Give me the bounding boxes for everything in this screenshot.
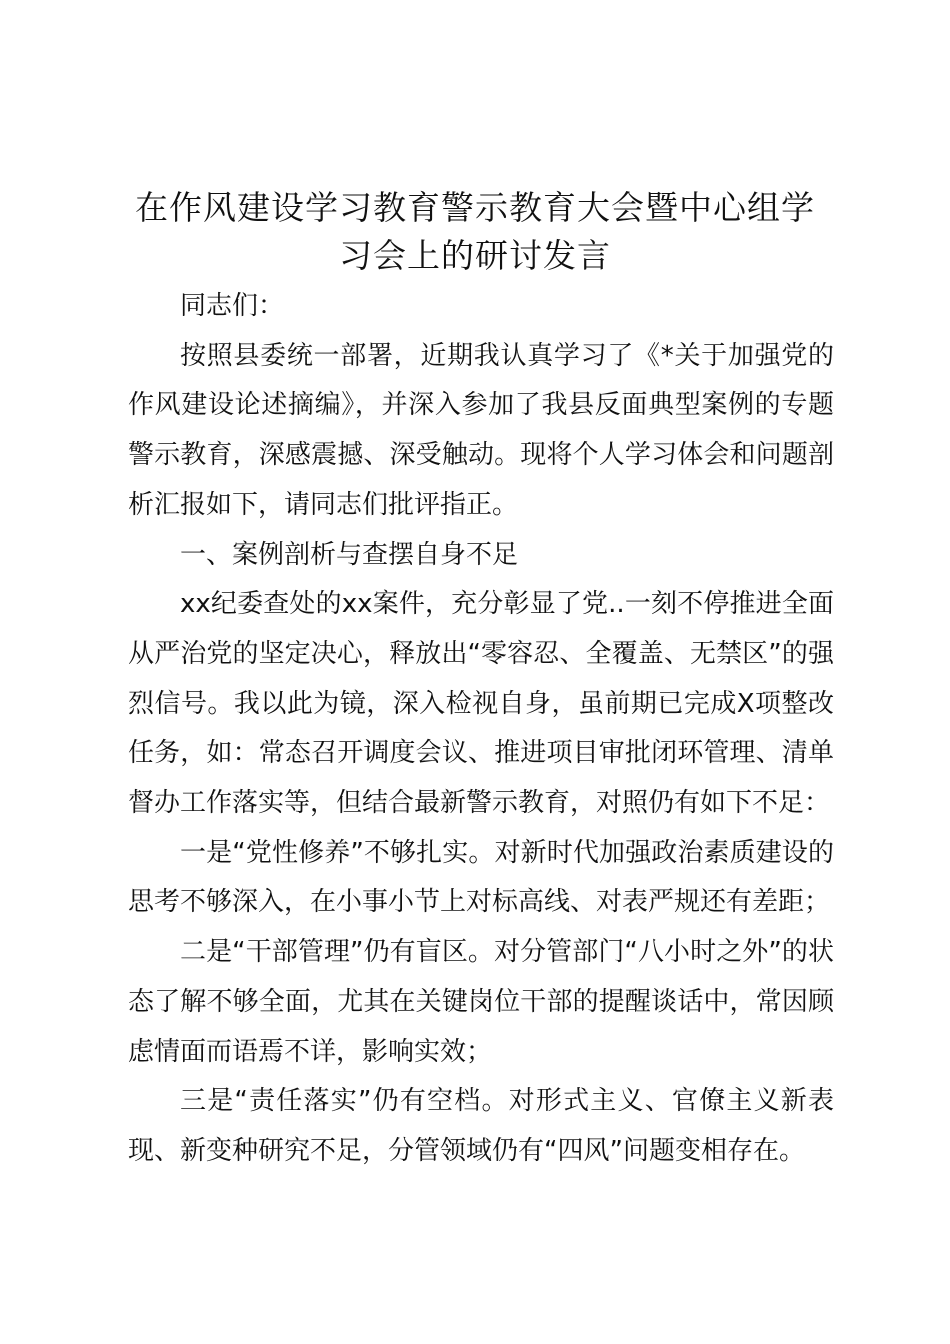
salutation: 同志们： xyxy=(180,291,285,321)
intro-paragraph: 按照县委统一部署，近期我认真学习了《*关于加强党的作风建设论述摘编》，并深入参加了我县反面典型案例的专题警示教育，深感震撼、深受触动。现将个人学习体会和问题剖析汇报如下，请同志们批评指正。 xyxy=(128,340,834,520)
shortcoming-item-1: 一是“党性修养”不够扎实。对新时代加强政治素质建设的思考不够深入，在小事小节上对标高线、对表严规还有差距； xyxy=(128,837,834,918)
shortcoming-item-3: 三是“责任落实”仍有空档。对形式主义、官僚主义新表现、新变种研究不足，分管领域仍有“四风”问题变相存在。 xyxy=(128,1086,834,1166)
case-analysis-paragraph: xx纪委查处的xx案件，充分彰显了党..一刻不停推进全面从严治党的坚定决心，释放出“零容忍、全覆盖、无禁区”的强烈信号。我以此为镜，深入检视自身，虽前期已完成X项整改任务，如：常态召开调度会议、推进项目审批闭环管理、清单督办工作落实等，但结合最新警示教育，对照仍有如下不足： xyxy=(128,589,834,819)
shortcoming-item-2: 二是“干部管理”仍有盲区。对分管部门“八小时之外”的状态了解不够全面，尤其在关键岗位干部的提醒谈话中，常因顾虑情面而语焉不详，影响实效； xyxy=(128,937,834,1067)
section-heading: 一、案例剖析与查摆自身不足 xyxy=(180,539,519,570)
document-title: 在作风建设学习教育警示教育大会暨中心组学习会上的研讨发言 xyxy=(135,188,815,275)
document-body xyxy=(128,282,834,1177)
